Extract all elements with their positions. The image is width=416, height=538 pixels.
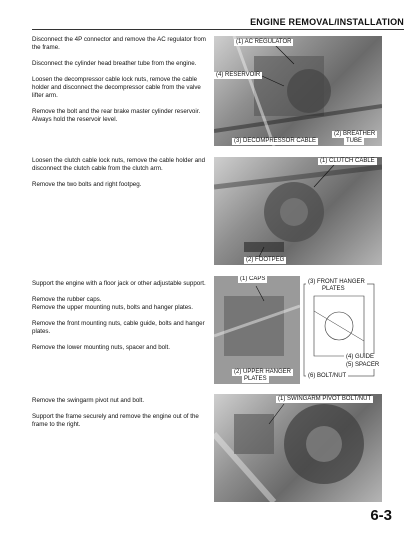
page-number: 6-3 [370, 507, 392, 524]
callout-upper-hanger-plates: PLATES [244, 376, 267, 382]
callout-swingarm-pivot: (1) SWINGARM PIVOT BOLT/NUT [278, 396, 372, 402]
instruction-paragraph: Remove the front mounting nuts, cable guide, bolts and hanger plates. [32, 320, 205, 335]
photo-clutch-area [214, 157, 382, 265]
instruction-paragraph: Remove the lower mounting nuts, spacer and bolt. [32, 344, 170, 351]
photo-swingarm-area [214, 394, 382, 502]
callout-clutch-cable: (1) CLUTCH CABLE [320, 158, 375, 164]
header-rule [32, 29, 404, 30]
photo-engine-detail [214, 157, 382, 265]
callout-caps: (1) CAPS [240, 276, 266, 282]
instruction-paragraph: Support the engine with a floor jack or other adjustable support. [32, 280, 206, 287]
instruction-paragraph: Remove the two bolts and right footpeg. [32, 181, 142, 188]
callout-front-hanger-plates: PLATES [322, 286, 345, 292]
section-4-text [32, 397, 210, 437]
instruction-paragraph: Loosen the clutch cable lock nuts, remove the cable holder and disconnect the clutch cable from the clutch arm. [32, 157, 206, 172]
photo-engine-detail [214, 36, 382, 146]
instruction-paragraph: Loosen the decompressor cable lock nuts, remove the cable holder and disconnect the decompressor cable from the valve lifter arm. [32, 76, 201, 99]
instruction-paragraph: Remove the upper mounting nuts, bolts and hanger plates. [32, 304, 193, 311]
callout-spacer: (5) SPACER [346, 362, 380, 368]
photo-hanger-area [214, 276, 382, 384]
callout-breather: (2) BREATHER [334, 131, 376, 137]
header-title: ENGINE REMOVAL/INSTALLATION [250, 17, 404, 27]
callout-breather-tube: TUBE [346, 138, 363, 144]
callout-bolt-nut: (6) BOLT/NUT [308, 373, 347, 379]
callout-footpeg: (2) FOOTPEG [246, 257, 285, 263]
instruction-paragraph: Disconnect the 4P connector and remove the AC regulator from the frame. [32, 36, 206, 51]
callout-decompressor-cable: (3) DECOMPRESSOR CABLE [234, 138, 317, 144]
section-2-text [32, 157, 210, 197]
instruction-paragraph: Remove the rubber caps. [32, 296, 102, 303]
instruction-paragraph: Remove the bolt and the rear brake master cylinder reservoir. Always hold the reservoir level. [32, 108, 201, 123]
callout-front-hanger: (3) FRONT HANGER [308, 279, 365, 285]
photo-engine-detail [214, 394, 382, 502]
section-3-text [32, 280, 210, 360]
instruction-paragraph: Remove the swingarm pivot nut and bolt. [32, 397, 145, 404]
callout-ac-regulator: (1) AC REGULATOR [236, 39, 292, 45]
section-1-text [32, 36, 210, 132]
instruction-paragraph: Disconnect the cylinder head breather tube from the engine. [32, 60, 197, 67]
callout-guide: (4) GUIDE [346, 354, 375, 360]
instruction-paragraph: Support the frame securely and remove the engine out of the frame to the right. [32, 413, 199, 428]
photo-ac-regulator-area [214, 36, 382, 146]
callout-reservoir: (4) RESERVOIR [216, 72, 261, 78]
callout-upper-hanger: (2) UPPER HANGER [234, 369, 292, 375]
